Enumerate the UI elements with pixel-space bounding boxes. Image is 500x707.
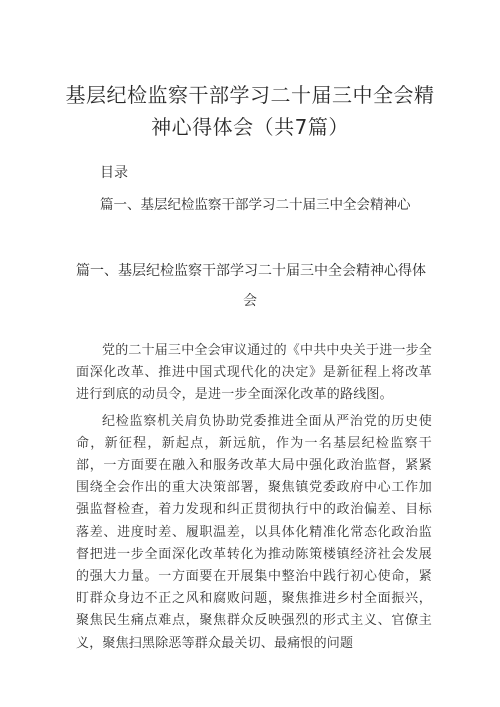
section-heading-line1: 篇一、基层纪检监察干部学习二十届三中全会精神心得体	[76, 263, 426, 279]
body-text	[76, 340, 432, 655]
document-title-line1: 基层纪检监察干部学习二十届三中全会精	[65, 83, 435, 107]
document-title-line2: 神心得体会（共7篇）	[151, 115, 349, 139]
paragraph: 纪检监察机关肩负协助党委推进全面从严治党的历史使命，新征程，新起点，新远航，作为一名基层纪检监察干部，一方面要在融入和服务改革大局中强化政治监督，紧紧围绕全会作出的重大决策部署，聚焦镇党委政府中心工作加强监督检查，着力发现和纠正贯彻执行中的政治偏差、目标落差、进度时差、履职温差，以具体化精准化常态化政治监督把进一步全面深化改革转化为推动陈策楼镇经济社会发展的强大力量。一方面要在开展集中整治中践行初心使命，紧盯群众身边不正之风和腐败问题，聚焦推进乡村全面振兴，聚焦民生痛点难点，聚焦群众反映强烈的形式主义、官僚主义，聚焦扫黑除恶等群众最关切、最痛恨的问题	[76, 413, 432, 651]
toc-item[interactable]: 篇一、基层纪检监察干部学习二十届三中全会精神心	[100, 197, 411, 213]
toc-heading: 目录	[100, 165, 128, 181]
paragraph: 党的二十届三中全会审议通过的《中共中央关于进一步全面深化改革、推进中国式现代化的决定》是新征程上将改革进行到底的动员令，是进一步全面深化改革的路线图。	[76, 343, 433, 403]
section-heading-line2: 会	[243, 293, 257, 309]
